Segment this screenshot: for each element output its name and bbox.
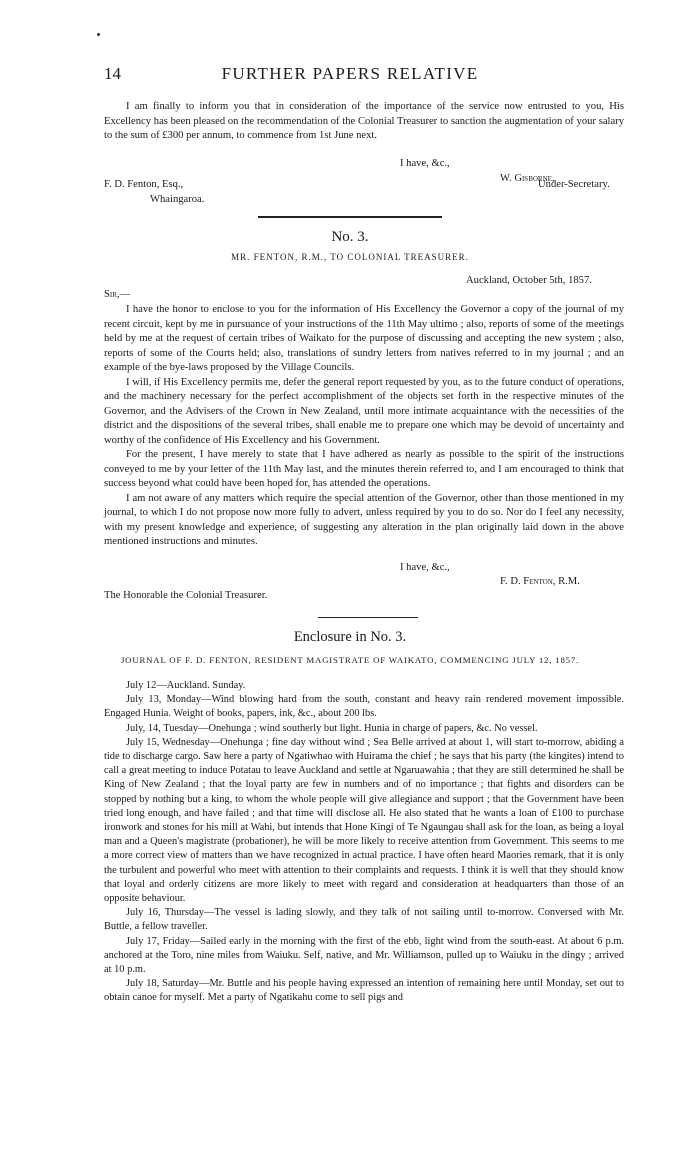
- letter-three-closing: I have, &c.,: [400, 562, 450, 573]
- journal-entry: July 15, Wednesday—Onehunga ; fine day without wind ; Sea Belle arrived at about 1, will start to-morrow, abiding a tide to discharge cargo. Saw here a party of Ngatiwhao with Huirama the chief ; he says that his party (the kingites) intend to call a great meeting to induce Potatau to leave Auckland and settle at Ngaruawahia ; that they are still determined he shall be King of New Zealand ; that the loyal party are few in numbers and of no importance ; that fights and disorders can be stopped by nothing but a king, to whom the whole people will give allegiance and support ; that the Government have been tried long enough, and have failed ; and that time will disclose all. He also stated that he wants a loan of £100 to purchase ironwork and stones for his mill at Wahi, but intends that Hone Kingi of Te Ngaungau shall ask for the loan, as being a loyal man and a Queen's magistrate (probationer), he will be more likely to receive attention from Government. This seems to me a more correct view of matters than we have recognized in actual practice. I have often heard Maories remark, that it is only the turbulent and powerful who meet with attention to their complaints and requests. I think it is well that they should know that loyal and orderly citizens are more likely to meet with regard and consideration at headquarters than those of an opposite behaviour.: [104, 736, 624, 905]
- letter-three-paragraph: I will, if His Excellency permits me, defer the general report requested by you, as to the future conduct of operations, and the machinery necessary for the perfect accomplishment of the objects set forth in the respective minutes of the Governor, and the Advisers of the Crown in New Zealand, until more intimate acquaintance with the necessities of the district and the dispositions of the several tribes, shall enable me to prepare one which may be devoid of uncertainty and worthy of the confidence of His Excellency and his Government.: [104, 376, 624, 446]
- journal-entry: July, 14, Tuesday—Onehunga ; wind southerly but light. Hunia in charge of papers, &c. No vessel.: [126, 722, 538, 734]
- letter-three-salutation: Sir,—: [104, 289, 131, 300]
- letter-two-addressee: F. D. Fenton, Esq.,: [104, 179, 184, 190]
- section-rule: [318, 617, 418, 618]
- letter-three-paragraph: For the present, I have merely to state that I have adhered as nearly as possible to the spirit of the instructions conveyed to me by your letter of the 11th May last, and the minutes therein referred to, and I am encouraged to think that success beyond what could have been hoped for, has attended the operations.: [104, 449, 624, 489]
- print-speck: [97, 33, 100, 36]
- letter-three-paragraph: I am not aware of any matters which require the special attention of the Governor, other than those mentioned in my journal, to which I do not propose now more fully to advert, unless required by you to do so. Nor do I feel any necessity, with my present knowledge and experience, of suggesting any alteration in the plan originally laid down in the above mentioned instructions and minutes.: [104, 492, 624, 547]
- page-number: 14: [104, 64, 121, 83]
- enclosure-subheading: JOURNAL OF F. D. FENTON, RESIDENT MAGISTRATE OF WAIKATO, COMMENCING JULY 12, 1857.: [120, 655, 580, 665]
- letter-three-signer: F. D. Fenton, R.M.: [500, 576, 580, 587]
- journal-entry: July 17, Friday—Sailed early in the morning with the first of the ebb, light wind from the south-east. At about 6 p.m. anchored at the Toro, nine miles from Waiuku. Self, native, and Mr. Williamson, pulled up to Waiuku in the dingy ; arrived at 10 p.m.: [104, 935, 624, 976]
- letter-two-signer-title: Under-Secretary.: [538, 179, 610, 190]
- letter-three-addressee: The Honorable the Colonial Treasurer.: [104, 590, 268, 601]
- section-rule: [258, 216, 442, 218]
- journal-entry: July 12—Auckland. Sunday.: [126, 680, 246, 691]
- letter-two-body: I am finally to inform you that in consideration of the importance of the service now entrusted to you, His Excellency has been pleased on the recommendation of the Colonial Treasurer to sanction the augmentation of your salary to the sum of £300 per annum, to commence from 1st June next.: [104, 101, 624, 141]
- journal-entry: July 13, Monday—Wind blowing hard from the south, constant and heavy rain rendered movement impossible. Engaged Hunia. Weight of books, papers, ink, &c., about 200 lbs.: [104, 694, 624, 720]
- running-title: FURTHER PAPERS RELATIVE: [221, 64, 479, 83]
- letter-two-place: Whaingaroa.: [150, 194, 205, 205]
- letter-two-signer: W. Gisborne,: [500, 173, 555, 184]
- letter-three-heading: No. 3.: [331, 229, 369, 245]
- letter-three-paragraph: I have the honor to enclose to you for the information of His Excellency the Governor a copy of the journal of my recent circuit, kept by me in pursuance of your instructions of the 11th May ultimo ; also, reports of some of the meetings held by me at the request of certain tribes of Waikato for the purpose of discussing and accepting the new system ; also, reports of some of the Courts held; also, translations of sundry letters from natives referred to in my journal ; and an example of the bye-laws proposed by the Village Councils.: [104, 304, 624, 373]
- letter-two-closing: I have, &c.,: [400, 158, 450, 169]
- letter-three-dateline: Auckland, October 5th, 1857.: [466, 275, 592, 286]
- letter-three-subheading: MR. FENTON, R.M., TO COLONIAL TREASURER.: [231, 252, 469, 262]
- letter-three-body: [104, 303, 624, 550]
- journal-entry: July 18, Saturday—Mr. Buttle and his people having expressed an intention of remaining here until Monday, set out to obtain canoe for myself. Met a party of Ngatikahu come to sell pigs and: [104, 978, 624, 1004]
- journal-body: [104, 679, 624, 1006]
- journal-entry: July 16, Thursday—The vessel is lading slowly, and they talk of not sailing until to-morrow. Conversed with Mr. Buttle, a fellow traveller.: [104, 907, 624, 933]
- enclosure-heading: Enclosure in No. 3.: [293, 629, 407, 645]
